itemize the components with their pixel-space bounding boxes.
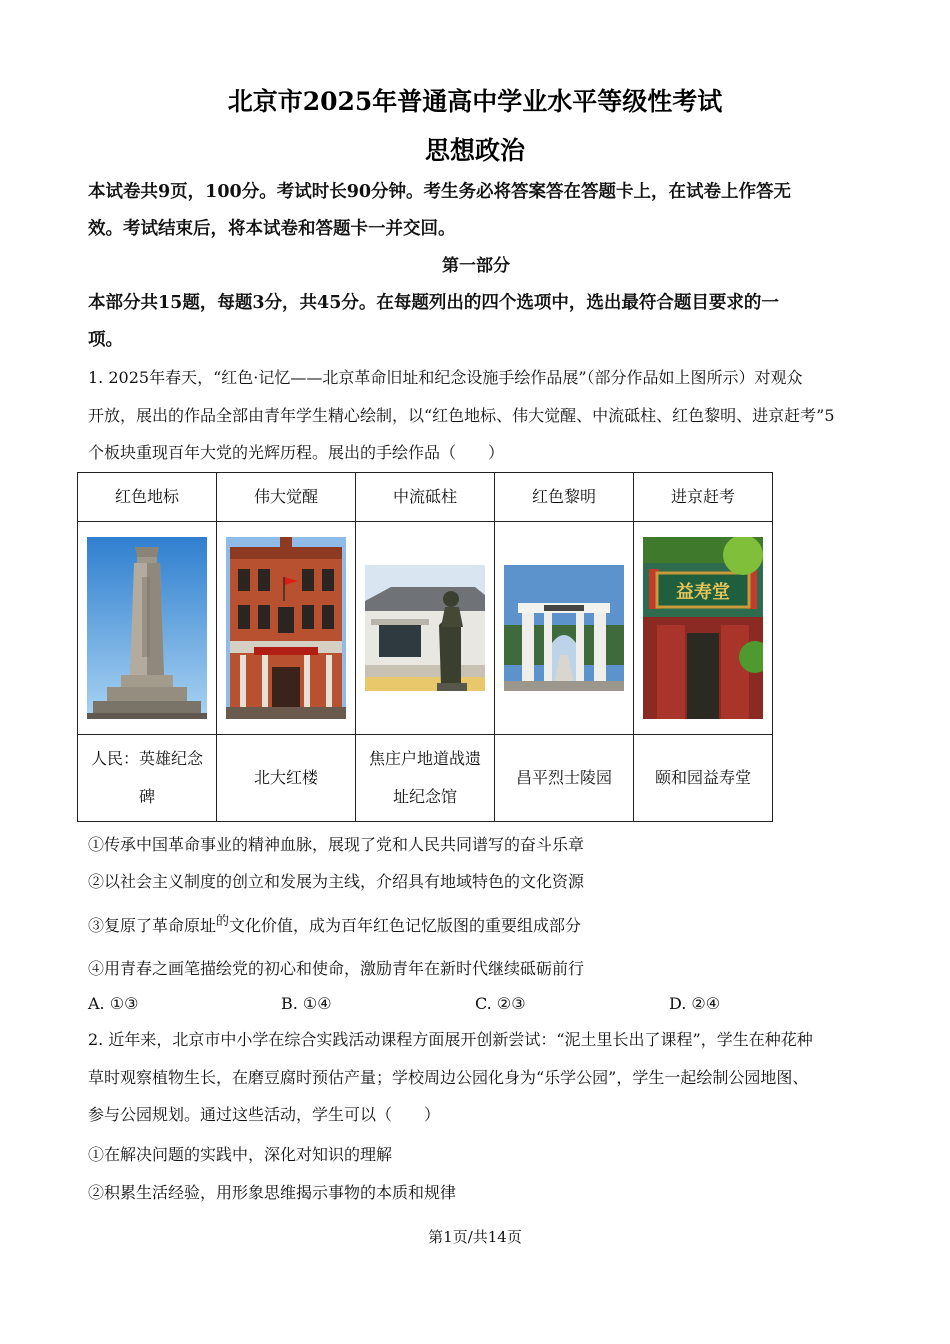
table-header-cell: 伟大觉醒 <box>217 473 356 522</box>
option-b[interactable]: B. ①④ <box>281 994 332 1013</box>
subject-title: 思想政治 <box>424 136 525 165</box>
instructions <box>88 174 864 248</box>
red-building-photo <box>226 537 346 719</box>
monument-photo <box>87 537 207 719</box>
question-2-statement-2: ②积累生活经验，用形象思维揭示事物的本质和规律 <box>88 1183 457 1202</box>
site-name-line: 人民：英雄纪念 <box>90 749 203 768</box>
site-name-cell <box>356 735 495 822</box>
statement-3-superscript: 的 <box>216 914 230 929</box>
part-title: 第一部分 <box>442 256 510 276</box>
site-name-line: 颐和园益寿堂 <box>654 768 751 787</box>
question-1-stem-line-3: 个板块重现百年大党的光辉历程。展出的手绘作品（ ） <box>88 443 505 462</box>
part-description-line-1: 本部分共15题，每题3分，共45分。在每题列出的四个选项中，选出最符合题目要求的一 <box>88 293 779 313</box>
photo-cell <box>78 522 217 735</box>
table-header-cell: 进京赶考 <box>634 473 773 522</box>
table-photo-row <box>78 522 773 735</box>
statement-3-part-a: ③复原了革命原址 <box>88 916 217 935</box>
site-name-cell <box>495 735 634 822</box>
question-2-statement-1: ①在解决问题的实践中，深化对知识的理解 <box>88 1145 393 1164</box>
instructions-line-2: 效。考试结束后，将本试卷和答题卡一并交回。 <box>88 219 456 239</box>
exam-title: 北京市2025年普通高中学业水平等级性考试 <box>227 87 723 116</box>
site-name-line: 昌平烈士陵园 <box>515 768 612 787</box>
site-name-line: 北大红楼 <box>253 768 318 787</box>
photo-cell <box>495 522 634 735</box>
statement-4: ④用青春之画笔描绘党的初心和使命，激励青年在新时代继续砥砺前行 <box>88 959 585 978</box>
question-2-stem-line-1: 2. 近年来，北京市中小学在综合实践活动课程方面展开创新尝试：“泥土里长出了课程”，学生在种花种 <box>88 1030 813 1049</box>
option-c[interactable]: C. ②③ <box>475 994 526 1013</box>
table-header-cell: 中流砥柱 <box>356 473 495 522</box>
instructions-line-1: 本试卷共9页，100分。考试时长90分钟。考生务必将答案答在答题卡上，在试卷上作答无 <box>88 182 792 202</box>
photo-cell <box>634 522 773 735</box>
table-header-cell: 红色地标 <box>78 473 217 522</box>
part-description <box>88 285 864 359</box>
site-name-line: 址纪念馆 <box>392 787 457 806</box>
cemetery-gate-photo <box>504 565 624 691</box>
site-name-cell <box>634 735 773 822</box>
exhibition-table <box>77 472 773 822</box>
statement-3-part-b: 文化价值，成为百年红色记忆版图的重要组成部分 <box>229 916 582 935</box>
photo-cell <box>356 522 495 735</box>
memorial-hall-photo <box>365 565 485 691</box>
question-1-stem-line-2: 开放，展出的作品全部由青年学生精心绘制，以“红色地标、伟大觉醒、中流砥柱、红色黎明、进京赶考”5 <box>88 405 835 425</box>
question-1-stem-line-1: 1. 2025年春天，“红色·记忆——北京革命旧址和纪念设施手绘作品展”（部分作品如上图所示）对观众 <box>88 368 803 387</box>
yishoutang-photo <box>643 537 763 719</box>
plaque-text: 益寿堂 <box>676 582 730 603</box>
question-1-stem <box>88 359 864 472</box>
table-header-row <box>78 473 773 522</box>
statement-3 <box>88 913 581 936</box>
statement-1: ①传承中国革命事业的精神血脉，展现了党和人民共同谱写的奋斗乐章 <box>88 835 585 854</box>
site-name-cell <box>78 735 217 822</box>
question-2-stem-line-2: 草时观察植物生长，在磨豆腐时预估产量；学校周边公园化身为“乐学公园”，学生一起绘制公园地图、 <box>88 1067 809 1087</box>
question-2-stem-line-3: 参与公园规划。通过这些活动，学生可以（ ） <box>88 1105 441 1124</box>
table-header-cell: 红色黎明 <box>495 473 634 522</box>
part-description-line-2: 项。 <box>88 330 123 350</box>
page-number: 第1页/共14页 <box>428 1228 522 1246</box>
option-a[interactable]: A. ①③ <box>88 994 139 1013</box>
question-2-stem <box>88 1021 864 1134</box>
option-d[interactable]: D. ②④ <box>669 994 721 1013</box>
photo-cell <box>217 522 356 735</box>
site-name-line: 焦庄户地道战遗 <box>368 749 481 768</box>
site-name-line: 碑 <box>138 787 155 806</box>
statement-2: ②以社会主义制度的创立和发展为主线，介绍具有地域特色的文化资源 <box>88 872 585 891</box>
site-name-cell <box>217 735 356 822</box>
table-name-row <box>78 735 773 822</box>
